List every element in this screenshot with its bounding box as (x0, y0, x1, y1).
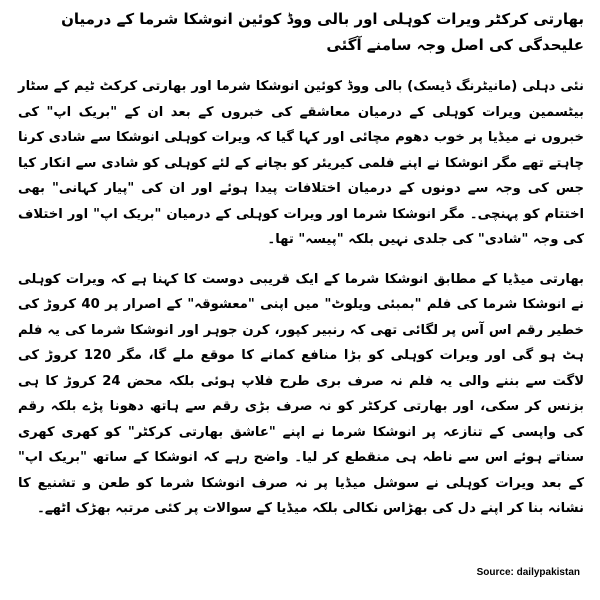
article-paragraph-1: نئی دہلی (مانیٹرنگ ڈیسک) بالی ووڈ کوئین انوشکا شرما اور بھارتی کرکٹ ٹیم کے سٹار بیٹسمین ویرات کوہلی کے درمیان معاشقے کی خبروں کے بعد ان کے "بریک اپ" کی خبروں نے میڈیا پر خوب دھوم مچائی اور کہا گیا کہ ویرات کوہلی انوشکا سے شادی کرنا چاہتے تھے مگر انوشکا نے اپنے فلمی کیریئر کو بچانے کے لئے کوہلی کو شادی سے انکار کیا جس کی وجہ سے دونوں کے درمیان اختلافات پیدا ہوئے اور ان کی "پیار کہانی" بھی اختتام کو پہنچی۔ مگر انوشکا شرما اور ویرات کوہلی کے درمیان "بریک اپ" اور اختلاف کی وجہ "شادی" کی جلدی نہیں بلکہ "پیسہ" تھا۔ (18, 79, 584, 247)
article-headline: بھارتی کرکٹر ویرات کوہلی اور بالی ووڈ کوئین انوشکا شرما کے درمیان علیحدگی کی اصل وجہ سامنے آگئی (61, 10, 584, 54)
source-credit: Source: dailypakistan (476, 567, 580, 578)
article-paragraph-2: بھارتی میڈیا کے مطابق انوشکا شرما کے ایک قریبی دوست کا کہنا ہے کہ ویرات کوہلی نے انوشکا شرما کی فلم "بمبئی ویلوٹ" میں اپنی "معشوقہ" کے اصرار پر 40 کروڑ کی خطیر رقم اس آس پر لگائی تھی کہ رنبیر کپور، کرن جوہر اور انوشکا شرما کی یہ فلم ہٹ ہو گی اور ویرات کوہلی کو بڑا منافع کمانے کا موقع ملے گا، مگر 120 کروڑ کی لاگت سے بننے والی یہ فلم نہ صرف بری طرح فلاپ ہوئی بلکہ محض 24 کروڑ کا ہی بزنس کر سکی، اور بھارتی کرکٹر کو نہ صرف بڑی رقم سے ہاتھ دھونا پڑے بلکہ رقم کی واپسی کے تنازعہ پر انوشکا شرما نے اپنے "عاشق بھارتی کرکٹر" کو کھری کھری سناتے ہوئے اس سے ناطہ ہی منقطع کر لیا۔ واضح رہے کہ انوشکا کے ساتھ "بریک اپ" کے بعد ویرات کوہلی نے سوشل میڈیا پر نہ صرف انوشکا شرما کو طعن و تشنیع کا نشانہ بنا کر اپنے دل کی بھڑاس نکالی بلکہ میڈیا کے سوالات پر کئی مرتبہ بھڑک اٹھے۔ (18, 271, 585, 516)
article (18, 6, 584, 536)
